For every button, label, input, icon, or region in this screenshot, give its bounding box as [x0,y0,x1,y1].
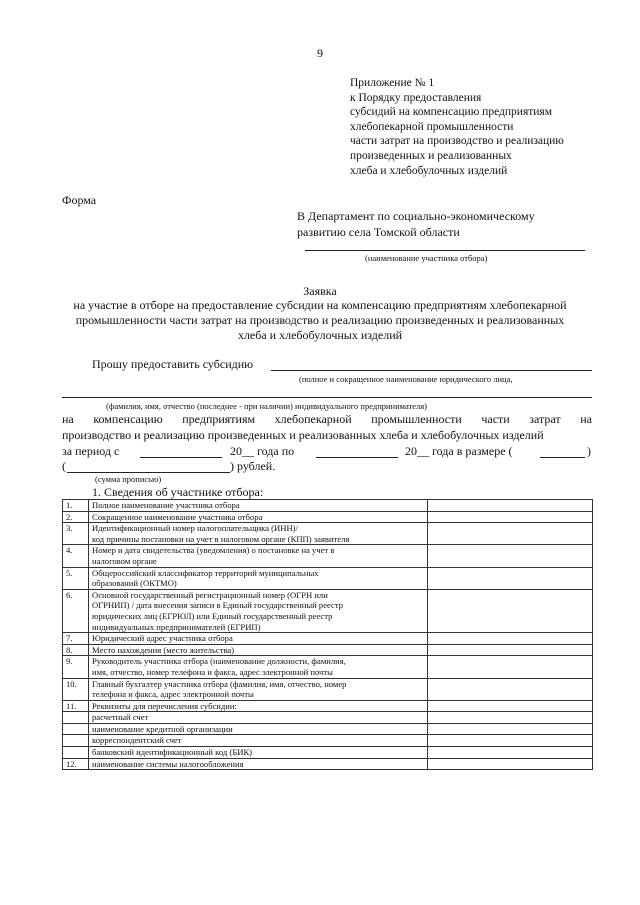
word: затрат [529,412,561,426]
row-value-cell[interactable] [428,747,593,759]
appendix-line: субсидий на компенсацию предприятиям [350,106,552,119]
amount-words-caption: (сумма прописью) [95,474,162,484]
table-row [63,758,593,770]
amount-words-close: ) рублей. [230,459,276,473]
row-value-cell[interactable] [428,500,593,512]
participant-name-caption: (наименование участника отбора) [365,253,488,263]
word: хлебопекарной [274,412,352,426]
form-label: Форма [62,193,97,207]
page-number: 9 [317,46,323,60]
legal-name-line[interactable] [271,370,592,371]
addressee [297,208,535,240]
table-row [63,747,593,759]
addressee-line-2: развитию села Томской области [297,225,460,239]
row-number: 7. [63,633,89,645]
table-row [63,644,593,656]
period-from-label: за период с [62,444,120,458]
appendix-line: хлебопекарной промышленности [350,120,514,133]
row-label: Основной государственный регистрационный номер (ОГРН или ОГРНИП) / дата внесения записи в Единый государственный реестр юридических лиц (ЕГРЮЛ) или Единый государственный реестр индивидуальных предпринимателей (ЕГРИП) [89,589,428,632]
row-value-cell[interactable] [428,723,593,735]
amount-words-field[interactable] [67,472,230,473]
amount-label: 20__ года в размере ( [405,444,513,458]
row-label: банковский идентификационный код (БИК) [89,747,428,759]
row-label: наименование кредитной организации [89,723,428,735]
row-value-cell[interactable] [428,589,593,632]
participant-info-table [62,499,593,770]
row-label: Сокращенное наименование участника отбора [89,511,428,523]
row-number: 10. [63,678,89,700]
table-row [63,735,593,747]
row-number: 11. [63,700,89,712]
row-value-cell[interactable] [428,656,593,678]
application-subtitle-line: на участие в отборе на предоставление субсидии на компенсацию предприятиям хлебопекарной [73,298,567,312]
table-row [63,723,593,735]
row-label: расчетный счет [89,712,428,724]
row-value-cell[interactable] [428,545,593,567]
row-number [63,735,89,747]
row-number: 6. [63,589,89,632]
table-row [63,500,593,512]
appendix-header [350,76,564,178]
row-label: Идентификационный номер налогоплательщика (ИНН)/ код причины постановки на учет в налоговом органе (КПП) заявителя [89,523,428,545]
row-value-cell[interactable] [428,735,593,747]
request-text-line-2: производство и реализацию произведенных и реализованных хлеба и хлебобулочных изделий [62,428,544,442]
appendix-line: к Порядку предоставления [350,91,482,104]
row-number: 3. [63,523,89,545]
request-text-line-1 [62,412,592,427]
row-label: Полное наименование участника отбора [89,500,428,512]
row-value-cell[interactable] [428,700,593,712]
appendix-line: произведенных и реализованных [350,149,512,162]
table-row [63,633,593,645]
table-row [63,656,593,678]
table-row [63,712,593,724]
request-lead: Прошу предоставить субсидию [92,357,254,371]
row-label: Главный бухгалтер участника отбора (фамилия, имя, отчество, номер телефона и факса, адрес электронной почты [89,678,428,700]
row-label: Место нахождения (место жительства) [89,644,428,656]
participant-name-line[interactable] [305,250,585,251]
row-value-cell[interactable] [428,678,593,700]
row-number: 8. [63,644,89,656]
period-to-label: 20__ года по [230,444,295,458]
row-label: Реквизиты для перечисления субсидии: [89,700,428,712]
appendix-line: хлеба и хлебобулочных изделий [350,164,508,177]
person-name-caption: (фамилия, имя, отчество (последнее - при наличии) индивидуального предпринимателя) [106,401,427,411]
word: промышленности [371,412,462,426]
row-label: наименование системы налогообложения [89,758,428,770]
appendix-line: Приложение № 1 [350,77,435,89]
period-start-field[interactable] [140,457,222,458]
table-row [63,589,593,632]
word: компенсацию [93,412,163,426]
row-value-cell[interactable] [428,567,593,589]
application-subtitle-line: хлеба и хлебобулочных изделий [237,328,403,342]
row-number [63,747,89,759]
row-number: 2. [63,511,89,523]
row-number: 1. [63,500,89,512]
legal-name-caption: (полное и сокращенное наименование юридического лица, [299,374,513,384]
appendix-line: части затрат на производство и реализацию [350,135,564,148]
table-row [63,700,593,712]
row-number: 12. [63,758,89,770]
row-label: Руководитель участника отбора (наименование должности, фамилия, имя, отчество, номер телефона и факса, адрес электронной почты [89,656,428,678]
amount-words-open: ( [62,459,66,473]
row-number [63,712,89,724]
word: на [62,412,74,426]
row-value-cell[interactable] [428,644,593,656]
row-label: Номер и дата свидетельства (уведомления) о постановке на учет в налоговом органе [89,545,428,567]
table-row [63,545,593,567]
table-row [63,567,593,589]
word: предприятиям [182,412,256,426]
row-number [63,723,89,735]
row-number: 9. [63,656,89,678]
row-number: 5. [63,567,89,589]
person-name-line[interactable] [62,397,592,398]
row-label: Юридический адрес участника отбора [89,633,428,645]
row-label: корреспондентский счет [89,735,428,747]
row-value-cell[interactable] [428,758,593,770]
application-subtitle-line: промышленности части затрат на производство и реализацию произведенных и реализованных [75,313,565,327]
row-value-cell[interactable] [428,523,593,545]
word: на [580,412,592,426]
row-value-cell[interactable] [428,633,593,645]
application-title: Заявка [303,284,337,298]
amount-close-paren: ) [587,444,591,458]
table-row [63,511,593,523]
row-value-cell[interactable] [428,712,593,724]
row-value-cell[interactable] [428,511,593,523]
row-number: 4. [63,545,89,567]
period-end-field[interactable] [316,457,398,458]
word: части [481,412,510,426]
table-row [63,523,593,545]
section-title: 1. Сведения об участнике отбора: [92,485,264,499]
amount-numeric-field[interactable] [540,457,585,458]
table-row [63,678,593,700]
addressee-line-1: В Департамент по социально-экономическому [297,209,535,223]
row-label: Общероссийский классификатор территорий муниципальных образований (ОКТМО) [89,567,428,589]
